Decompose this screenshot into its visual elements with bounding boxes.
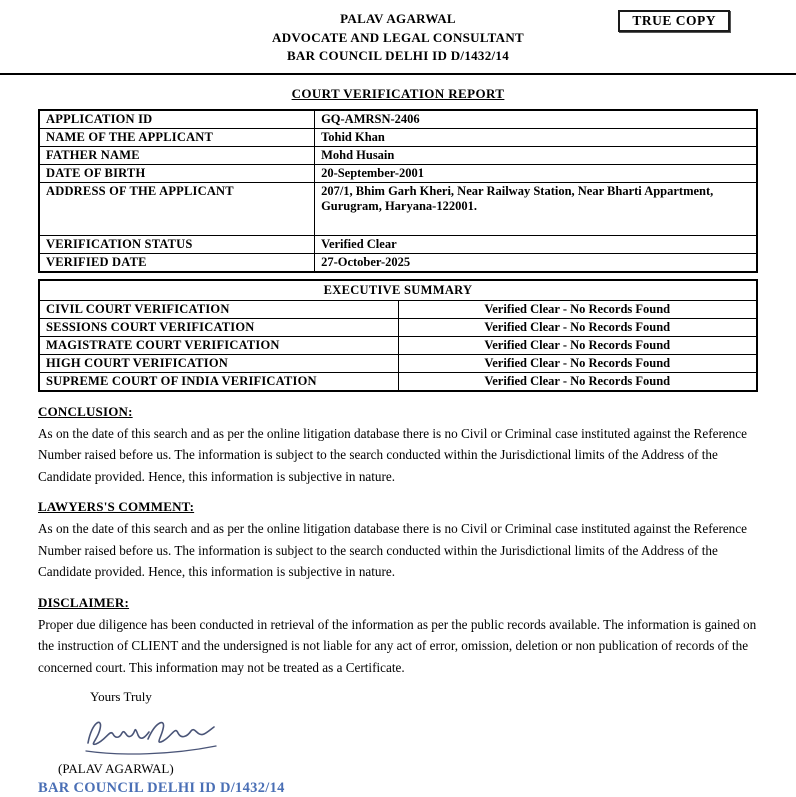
table-row xyxy=(39,372,757,391)
salutation: Yours Truly xyxy=(90,689,152,704)
executive-summary-table xyxy=(38,279,758,392)
executive-summary-title: EXECUTIVE SUMMARY xyxy=(39,280,757,301)
header-divider xyxy=(0,73,796,75)
row-value: 207/1, Bhim Garh Kheri, Near Railway Station, Near Bharti Appartment, Gurugram, Haryana-122001. xyxy=(315,182,757,235)
section-body: As on the date of this search and as per the online litigation database there is no Civil or Criminal case instituted against the Reference Number raised before us. The information is subject to the search conducted within the Jurisdictional limits of the Address of the Candidate provided. Hence, this information is subjective in nature. xyxy=(38,521,747,579)
footer-bar-council-id: BAR COUNCIL DELHI ID D/1432/14 xyxy=(38,780,285,796)
row-value: Verified Clear xyxy=(315,235,757,253)
lawyers-comment-section xyxy=(38,499,758,583)
section-heading: LAWYERS'S COMMENT: xyxy=(38,499,195,514)
advocate-title: ADVOCATE AND LEGAL CONSULTANT xyxy=(272,29,524,45)
table-row xyxy=(39,300,757,318)
row-label: ADDRESS OF THE APPLICANT xyxy=(39,182,315,235)
table-row xyxy=(39,182,757,235)
row-label: MAGISTRATE COURT VERIFICATION xyxy=(39,336,398,354)
signature-image xyxy=(76,709,758,761)
advocate-name: PALAV AGARWAL xyxy=(340,11,456,26)
row-value: Mohd Husain xyxy=(315,146,757,164)
true-copy-stamp: TRUE COPY xyxy=(618,10,730,32)
row-label: APPLICATION ID xyxy=(39,110,315,129)
table-row xyxy=(39,318,757,336)
row-value: GQ-AMRSN-2406 xyxy=(315,110,757,129)
table-row xyxy=(39,253,757,272)
row-value: Verified Clear - No Records Found xyxy=(398,336,757,354)
signatory-name: (PALAV AGARWAL) xyxy=(58,761,174,776)
section-body: Proper due diligence has been conducted in retrieval of the information as per the public records available. The information is gained on the instruction of CLIENT and the undersigned is not liable for any act of error, omission, deletion or non publication of records of the concerned court. This information may not be treated as a Certificate. xyxy=(38,616,757,675)
section-heading: DISCLAIMER: xyxy=(38,594,130,610)
row-label: NAME OF THE APPLICANT xyxy=(39,128,315,146)
row-value: Verified Clear - No Records Found xyxy=(398,354,757,372)
conclusion-section xyxy=(38,404,758,488)
row-label: VERIFICATION STATUS xyxy=(39,235,315,253)
applicant-table xyxy=(38,109,758,273)
row-label: DATE OF BIRTH xyxy=(39,164,315,182)
table-row xyxy=(39,164,757,182)
report-title: COURT VERIFICATION REPORT xyxy=(291,85,505,101)
row-label: HIGH COURT VERIFICATION xyxy=(39,354,398,372)
row-label: SESSIONS COURT VERIFICATION xyxy=(39,318,398,336)
section-body: As on the date of this search and as per the online litigation database there is no Civil or Criminal case instituted against the Reference Number raised before us. The information is subject to the search conducted within the Jurisdictional limits of the Address of the Candidate provided. Hence, this information is subjective in nature. xyxy=(38,425,747,484)
row-value: Verified Clear - No Records Found xyxy=(398,372,757,391)
table-row xyxy=(39,146,757,164)
disclaimer-section xyxy=(38,595,758,679)
table-row xyxy=(39,110,757,129)
row-value: Tohid Khan xyxy=(315,128,757,146)
table-row xyxy=(39,128,757,146)
table-row xyxy=(39,336,757,354)
table-row xyxy=(39,354,757,372)
row-label: FATHER NAME xyxy=(39,146,315,164)
table-header-row xyxy=(39,280,757,301)
row-label: CIVIL COURT VERIFICATION xyxy=(39,300,398,318)
table-row xyxy=(39,235,757,253)
row-label: VERIFIED DATE xyxy=(39,253,315,272)
row-label: SUPREME COURT OF INDIA VERIFICATION xyxy=(39,372,398,391)
row-value: 27-October-2025 xyxy=(315,253,757,272)
advocate-bar-id: BAR COUNCIL DELHI ID D/1432/14 xyxy=(286,48,510,63)
section-heading: CONCLUSION: xyxy=(38,403,133,419)
row-value: 20-September-2001 xyxy=(315,164,757,182)
row-value: Verified Clear - No Records Found xyxy=(398,300,757,318)
row-value: Verified Clear - No Records Found xyxy=(398,318,757,336)
